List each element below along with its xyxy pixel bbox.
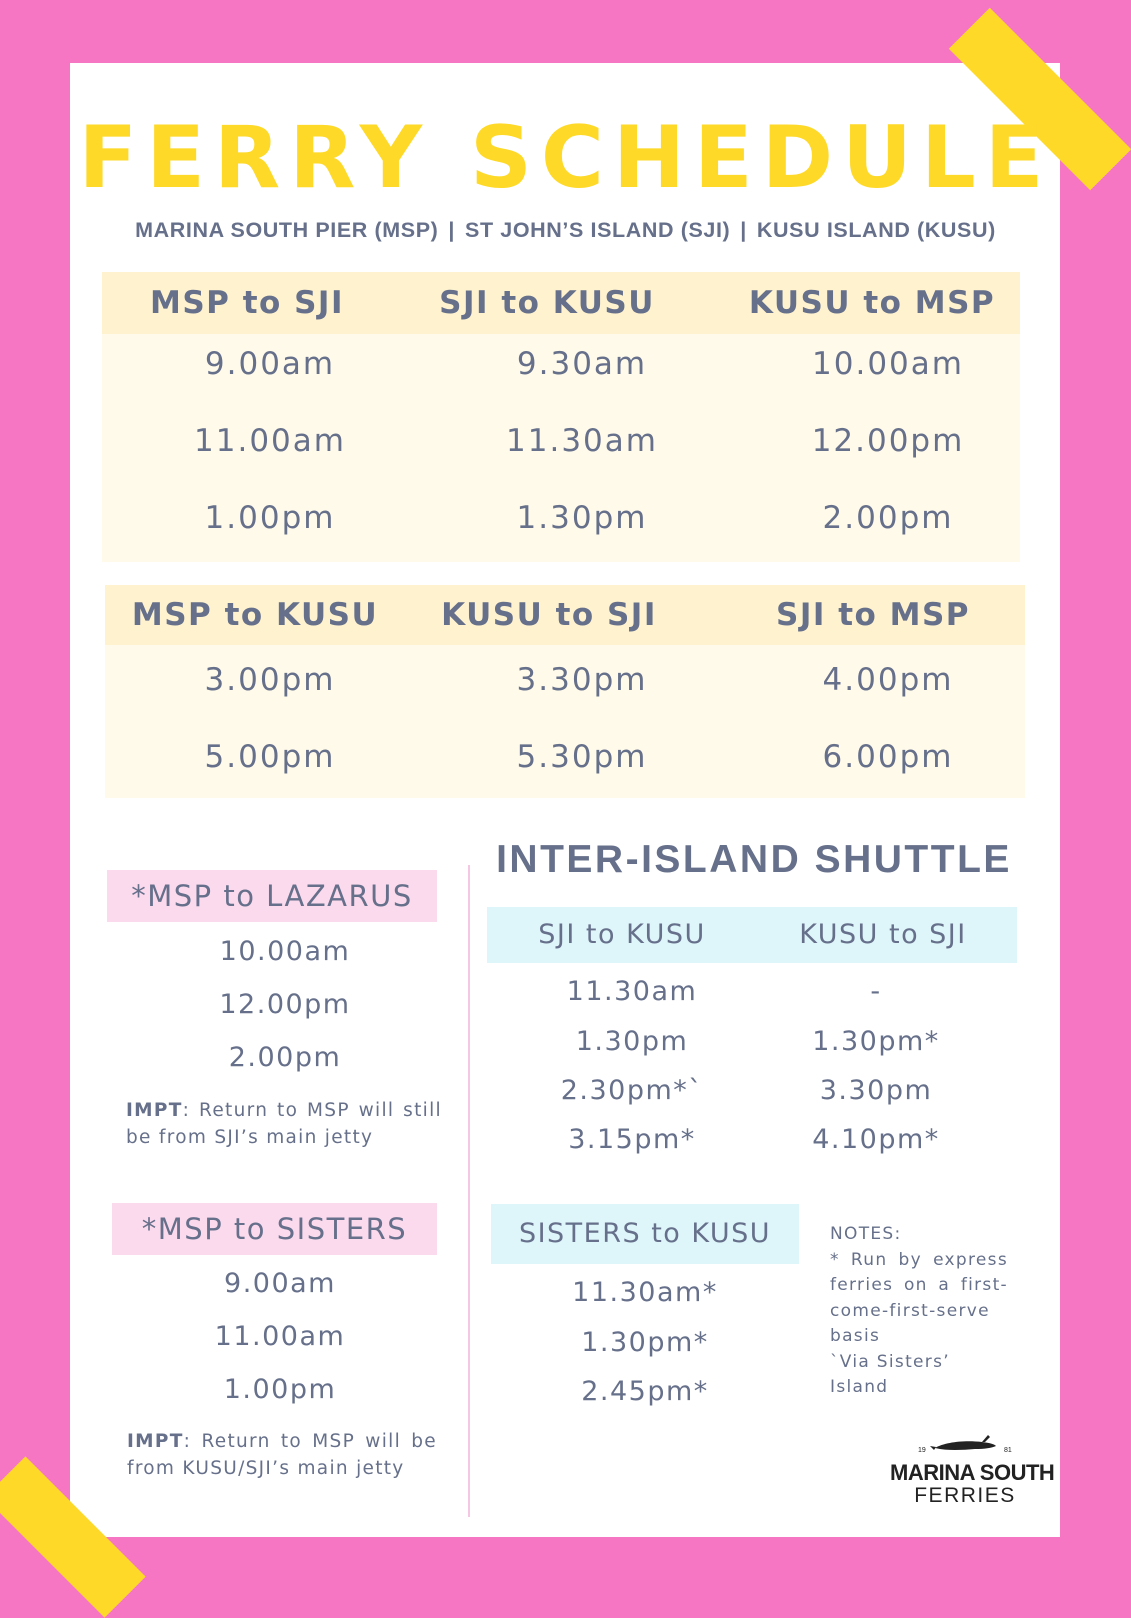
- table-cell: 10.00am: [812, 346, 964, 382]
- sisters-to-kusu-header: [491, 1204, 799, 1264]
- column-header: MSP to KUSU: [131, 597, 379, 633]
- page-title: FERRY SCHEDULE: [78, 108, 1053, 208]
- logo-year-left: 19: [918, 1447, 926, 1454]
- sisters-kusu-time: 11.30am*: [572, 1277, 718, 1308]
- table-cell: 9.00am: [204, 346, 336, 382]
- shuttle-cell: 4.10pm*: [812, 1124, 940, 1155]
- table-header: [102, 272, 1020, 334]
- marina-south-ferries-logo: [890, 1430, 1055, 1510]
- table-cell: 9.30am: [516, 346, 648, 382]
- impt-text: : Return to MSP will be from KUSU/SJI’s main jetty: [127, 1431, 437, 1479]
- location-kusu: KUSU ISLAND (KUSU): [756, 218, 996, 242]
- separator: |: [448, 218, 456, 242]
- table-cell: 1.30pm: [516, 500, 648, 536]
- shuttle-cell: -: [870, 976, 882, 1007]
- table-header: [105, 585, 1025, 645]
- column-header: KUSU to MSP: [748, 285, 996, 321]
- location-sji: ST JOHN’S ISLAND (SJI): [465, 218, 731, 242]
- table-cell: 2.00pm: [822, 500, 954, 536]
- sisters-kusu-time: 2.45pm*: [581, 1376, 709, 1407]
- sisters-important-note: [127, 1428, 437, 1482]
- locations-subtitle: [0, 218, 1131, 243]
- sisters-time: 11.00am: [214, 1321, 346, 1352]
- impt-label: IMPT: [127, 1431, 184, 1452]
- column-header: SISTERS to KUSU: [518, 1218, 772, 1249]
- shuttle-cell: 3.30pm: [819, 1075, 933, 1106]
- lazarus-time: 12.00pm: [219, 989, 351, 1020]
- notes-box: [830, 1222, 1008, 1401]
- whale-icon: [890, 1430, 1040, 1458]
- table-cell: 5.00pm: [204, 739, 336, 775]
- table-cell: 12.00pm: [811, 423, 965, 459]
- column-header: KUSU to SJI: [441, 597, 657, 633]
- impt-text: : Return to MSP will still be from SJI’s main jetty: [126, 1100, 442, 1148]
- logo-year-right: 81: [1004, 1447, 1012, 1454]
- afternoon-schedule-table: [105, 585, 1025, 798]
- lazarus-route-label: *MSP to LAZARUS: [107, 870, 437, 922]
- impt-label: IMPT: [126, 1100, 183, 1121]
- notes-line: `Via Sisters’ Island: [830, 1351, 950, 1397]
- shuttle-section-title: INTER-ISLAND SHUTTLE: [496, 838, 1012, 881]
- shuttle-cell: 1.30pm*: [812, 1026, 940, 1057]
- shuttle-cell: 3.15pm*: [568, 1124, 696, 1155]
- location-msp: MARINA SOUTH PIER (MSP): [135, 218, 439, 242]
- sisters-time: 9.00am: [224, 1268, 336, 1299]
- column-header: SJI to KUSU: [439, 285, 655, 321]
- table-cell: 1.00pm: [204, 500, 336, 536]
- shuttle-cell: 1.30pm: [575, 1026, 689, 1057]
- logo-name: MARINA SOUTH: [890, 1460, 1055, 1485]
- notes-heading: NOTES:: [830, 1224, 902, 1244]
- table-cell: 11.00am: [194, 423, 346, 459]
- column-header: SJI to KUSU: [538, 919, 706, 950]
- shuttle-table-header: [487, 907, 1017, 963]
- column-header: MSP to SJI: [150, 285, 344, 321]
- lazarus-time: 2.00pm: [228, 1042, 342, 1073]
- column-header: SJI to MSP: [776, 597, 970, 633]
- table-cell: 11.30am: [506, 423, 658, 459]
- shuttle-cell: 11.30am: [566, 976, 698, 1007]
- separator: |: [740, 218, 747, 242]
- lazarus-time: 10.00am: [219, 936, 351, 967]
- sisters-kusu-time: 1.30pm*: [581, 1327, 709, 1358]
- table-cell: 5.30pm: [516, 739, 648, 775]
- notes-line: * Run by express ferries on a first-come-first-serve basis: [830, 1249, 1008, 1346]
- table-cell: 4.00pm: [822, 662, 954, 698]
- shuttle-cell: 2.30pm*`: [560, 1075, 704, 1106]
- table-cell: 3.00pm: [204, 662, 336, 698]
- sisters-time: 1.00pm: [223, 1374, 337, 1405]
- sisters-route-label: *MSP to SISTERS: [112, 1203, 437, 1255]
- table-cell: 3.30pm: [516, 662, 648, 698]
- column-header: KUSU to SJI: [799, 919, 967, 950]
- table-cell: 6.00pm: [822, 739, 954, 775]
- logo-subtitle: FERRIES: [914, 1484, 1016, 1507]
- lazarus-important-note: [126, 1097, 442, 1151]
- morning-schedule-table: [102, 272, 1020, 562]
- column-divider: [468, 865, 470, 1517]
